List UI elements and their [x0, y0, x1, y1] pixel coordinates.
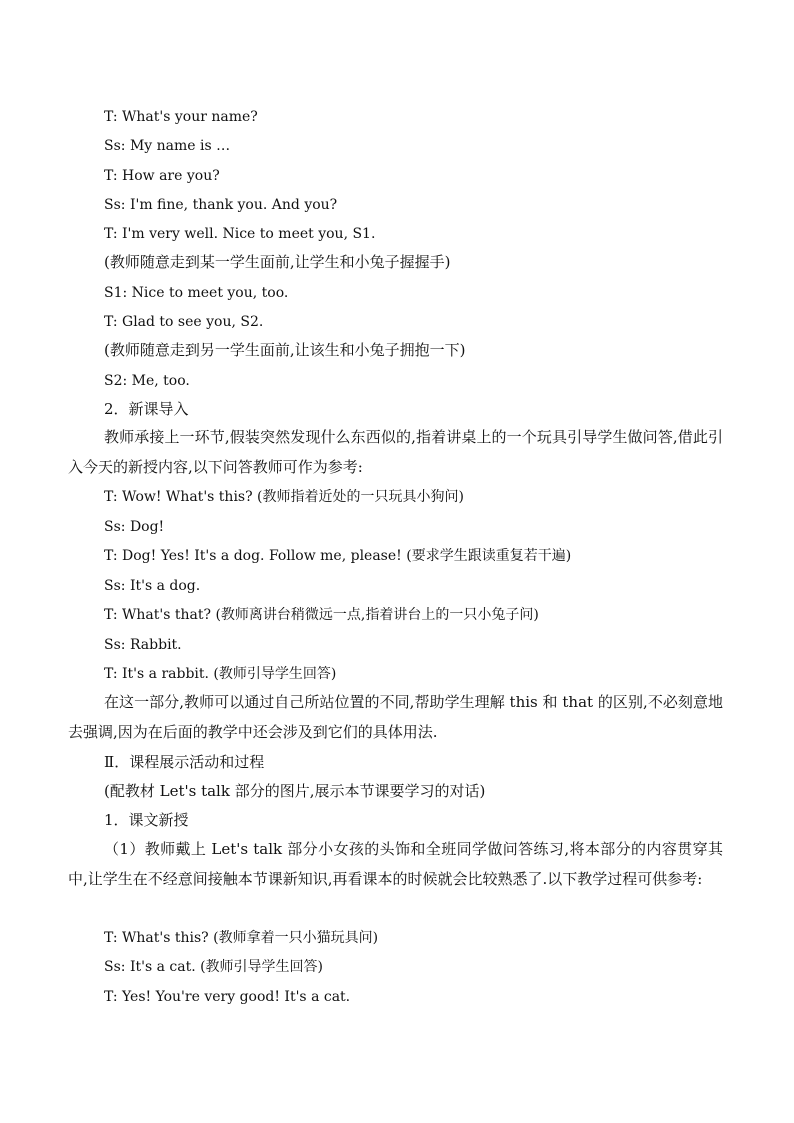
section-heading: Ⅱ．课程展示活动和过程 [104, 753, 265, 771]
dialogue-line: Ss: My name is … [104, 138, 231, 154]
dialogue-line: Ss: Dog! [104, 519, 165, 535]
dialogue-line: T: Yes! You're very good! It's a cat. [104, 989, 351, 1005]
dialogue-line: Ss: It's a dog. [104, 578, 201, 594]
dialogue-line: T: Glad to see you, S2. [104, 314, 264, 330]
dialogue-line: T: What's this? (教师拿着一只小猫玩具问) [104, 930, 379, 946]
teacher-note: (教师随意走到另一学生面前,让该生和小兔子拥抱一下) [104, 341, 466, 359]
dialogue-line: T: What's that? (教师离讲台稍微远一点,指着讲台上的一只小兔子问) [104, 607, 539, 623]
dialogue-line: T: It's a rabbit. (教师引导学生回答) [104, 666, 337, 682]
dialogue-line: Ss: Rabbit. [104, 637, 182, 653]
paragraph: 在这一部分,教师可以通过自己所站位置的不同,帮助学生理解 this 和 that 的区别,不必刻意地去强调,因为在后面的教学中还会涉及到它们的具体用法. [68, 693, 723, 741]
dialogue-line: T: I'm very well. Nice to meet you, S1. [104, 226, 376, 242]
dialogue-line: T: Dog! Yes! It's a dog. Follow me, please! (要求学生跟读重复若干遍) [104, 548, 572, 564]
section-heading: 2．新课导入 [104, 400, 189, 418]
teacher-note: (教师随意走到某一学生面前,让学生和小兔子握握手) [104, 253, 451, 271]
dialogue-line: Ss: I'm fine, thank you. And you? [104, 197, 338, 213]
subsection-heading: 1．课文新授 [104, 811, 189, 829]
dialogue-line: T: How are you? [104, 168, 220, 184]
dialogue-line: T: Wow! What's this? (教师指着近处的一只玩具小狗问) [104, 489, 464, 505]
paragraph: （1）教师戴上 Let's talk 部分小女孩的头饰和全班同学做问答练习,将本部分的内容贯穿其中,让学生在不经意间接触本节课新知识,再看课本的时候就会比较熟悉了.以下教学过程可供参考: [68, 840, 723, 888]
dialogue-line: Ss: It's a cat. (教师引导学生回答) [104, 959, 324, 975]
dialogue-line: T: What's your name? [104, 109, 258, 125]
material-note: (配教材 Let's talk 部分的图片,展示本节课要学习的对话) [104, 782, 486, 800]
dialogue-line: S2: Me, too. [104, 373, 190, 389]
dialogue-line: S1: Nice to meet you, too. [104, 285, 289, 301]
paragraph: 教师承接上一环节,假装突然发现什么东西似的,指着讲桌上的一个玩具引导学生做问答,借此引入今天的新授内容,以下问答教师可作为参考: [68, 428, 723, 476]
